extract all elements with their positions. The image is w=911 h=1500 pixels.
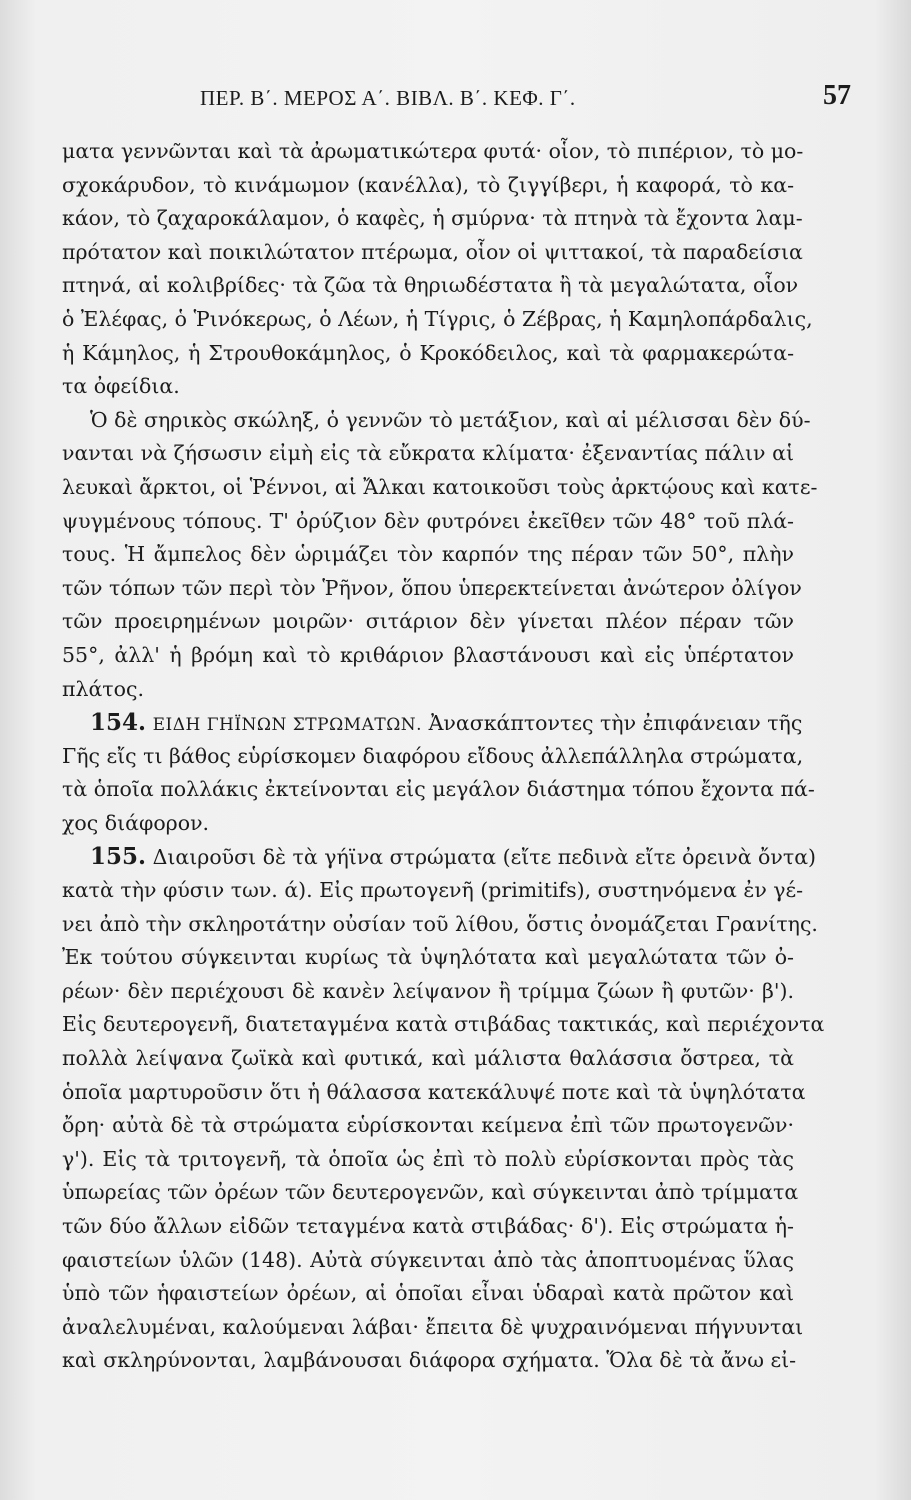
page-header <box>60 80 851 120</box>
text-line: τὰ ὁποῖα πολλάκις ἐκτείνονται εἰς μεγάλον διάστημα τόπου ἔχοντα πά- <box>62 777 815 802</box>
section-text: Ἀνασκάπτοντες τὴν ἐπιφάνειαν τῆς <box>428 711 803 736</box>
text-line: ὑπὸ τῶν ἡφαιστείων ὀρέων, αἱ ὁποῖαι εἶναι ὑδαραὶ κατὰ πρῶτον καὶ <box>62 1281 794 1306</box>
text-line: κάον, τὸ ζαχαροκάλαμον, ὁ καφὲς, ἡ σμύρνα· τὰ πτηνὰ τὰ ἔχοντα λαμ- <box>62 206 803 231</box>
text-line: πλάτος. <box>62 676 144 701</box>
text-line: πρότατον καὶ ποικιλώτατον πτέρωμα, οἷον οἱ ψιττακοί, τὰ παραδείσια <box>62 239 803 264</box>
text-line: τῶν δύο ἄλλων εἰδῶν τεταγμένα κατὰ στιβάδας· δ'). Εἰς στρώματα ἡ- <box>62 1214 794 1238</box>
text-line: ρέων· δὲν περιέχουσι δὲ κανὲν λείψανον ἢ τρίμμα ζώων ἢ φυτῶν· β'). <box>62 978 794 1003</box>
text-line: λευκαὶ ἄρκτοι, οἱ Ῥέννοι, αἱ Ἄλκαι κατοικοῦσι τοὺς ἀρκτῴους καὶ κατε- <box>62 474 818 499</box>
running-head: ΠΕΡ. Β΄. ΜΕΡΟΣ Α΄. ΒΙΒΛ. Β΄. ΚΕΦ. Γ΄. <box>200 86 576 110</box>
text-line: ἡ Κάμηλος, ἡ Στρουθοκάμηλος, ὁ Κροκόδειλος, καὶ τὰ φαρμακερώτα- <box>62 340 794 365</box>
text-line: 55°, ἀλλ' ἡ βρόμη καὶ τὸ κριθάριον βλαστάνουσι καὶ εἰς ὑπέρτατον <box>62 642 794 667</box>
page-number: 57 <box>823 80 851 111</box>
text-line: τῶν προειρημένων μοιρῶν· σιτάριον δὲν γίνεται πλέον πέραν τῶν <box>62 609 794 634</box>
section-number: 155. <box>90 843 147 871</box>
text-line: τα ὀφείδια. <box>62 374 180 399</box>
section-155-heading-line <box>62 840 817 874</box>
text-line: πτηνά, αἱ κολιβρίδες· τὰ ζῶα τὰ θηριωδέστατα ἢ τὰ μεγαλώτατα, οἷον <box>62 273 799 298</box>
text-line: τῶν τόπων τῶν περὶ τὸν Ῥῆνον, ὅπου ὑπερεκτείνεται ἀνώτερον ὀλίγον <box>62 575 802 600</box>
section-title: ΕΙΔΗ ΓΗΪΝΩΝ ΣΤΡΩΜΑΤΩΝ. <box>152 715 423 736</box>
text-line: καὶ σκληρύνονται, λαμβάνουσαι διάφορα σχήματα. Ὅλα δὲ τὰ ἄνω εἰ- <box>62 1348 797 1373</box>
text-line: σχοκάρυδον, τὸ κινάμωμον (κανέλλα), τὸ ζιγγίβερι, ἡ καφορά, τὸ κα- <box>62 172 794 197</box>
text-line: φαιστείων ὑλῶν (148). Αὐτὰ σύγκεινται ἀπὸ τὰς ἀποπτυομένας ὕλας <box>62 1247 794 1272</box>
text-line: νει ἀπὸ τὴν σκληροτάτην οὐσίαν τοῦ λίθου, ὅστις ὀνομάζεται Γρανίτης. <box>62 911 818 936</box>
text-line: Ἐκ τούτου σύγκεινται κυρίως τὰ ὑψηλότατα καὶ μεγαλώτατα τῶν ὀ- <box>62 945 794 970</box>
text-line: νανται νὰ ζήσωσιν εἰμὴ εἰς τὰ εὔκρατα κλίματα· ἐξεναντίας πάλιν αἱ <box>62 441 794 466</box>
text-line: τους. Ἡ ἄμπελος δὲν ὡριμάζει τὸν καρπόν της πέραν τῶν 50°, πλὴν <box>62 542 794 567</box>
text-line: Ὁ δὲ σηρικὸς σκώληξ, ὁ γεννῶν τὸ μετάξιον, καὶ αἱ μέλισσαι δὲν δύ- <box>90 407 811 432</box>
text-line: ψυγμένους τόπους. Τ' ὀρύζιον δὲν φυτρόνει ἐκεῖθεν τῶν 48° τοῦ πλά- <box>62 508 794 533</box>
text-line: ματα γεννῶνται καὶ τὰ ἀρωματικώτερα φυτά· οἷον, τὸ πιπέριον, τὸ μο- <box>62 139 804 163</box>
page-body <box>62 135 825 1378</box>
text-line: ὑπωρείας τῶν ὀρέων τῶν δευτερογενῶν, καὶ σύγκεινται ἀπὸ τρίμματα <box>62 1180 799 1205</box>
text-line: ἀναλελυμέναι, καλούμεναι λάβαι· ἔπειτα δὲ ψυχραινόμεναι πήγνυνται <box>62 1314 804 1339</box>
text-line: Γῆς εἴς τι βάθος εὑρίσκομεν διαφόρου εἴδους ἀλλεπάλληλα στρώματα, <box>62 743 804 768</box>
text-line: χος διάφορον. <box>62 810 210 835</box>
text-line: κατὰ τὴν φύσιν των. ά). Εἰς πρωτογενῆ (primitifs), συστηνόμενα ἐν γέ- <box>62 878 804 903</box>
text-line: γ'). Εἰς τὰ τριτογενῆ, τὰ ὁποῖα ὡς ἐπὶ τὸ πολὺ εὑρίσκονται πρὸς τὰς <box>62 1146 794 1171</box>
section-text: Διαιροῦσι δὲ τὰ γήϊνα στρώματα (εἴτε πεδινὰ εἴτε ὀρεινὰ ὄντα) <box>152 845 817 870</box>
section-number: 154. <box>90 709 147 737</box>
text-line: πολλὰ λείψανα ζωϊκὰ καὶ φυτικά, καὶ μάλιστα θαλάσσια ὄστρεα, τὰ <box>62 1046 794 1071</box>
text-line: ὁ Ἐλέφας, ὁ Ῥινόκερως, ὁ Λέων, ἡ Τίγρις, ὁ Ζέβρας, ἡ Καμηλοπάρδαλις, <box>62 306 813 331</box>
text-line: ὄρη· αὐτὰ δὲ τὰ στρώματα εὑρίσκονται κείμενα ἐπὶ τῶν πρωτογενῶν· <box>62 1113 794 1138</box>
text-line: ὁποῖα μαρτυροῦσιν ὅτι ἡ θάλασσα κατεκάλυψέ ποτε καὶ τὰ ὑψηλότατα <box>62 1079 806 1104</box>
section-154-heading-line <box>62 706 803 740</box>
text-line: Εἰς δευτερογενῆ, διατεταγμένα κατὰ στιβάδας τακτικάς, καὶ περιέχοντα <box>62 1012 825 1037</box>
